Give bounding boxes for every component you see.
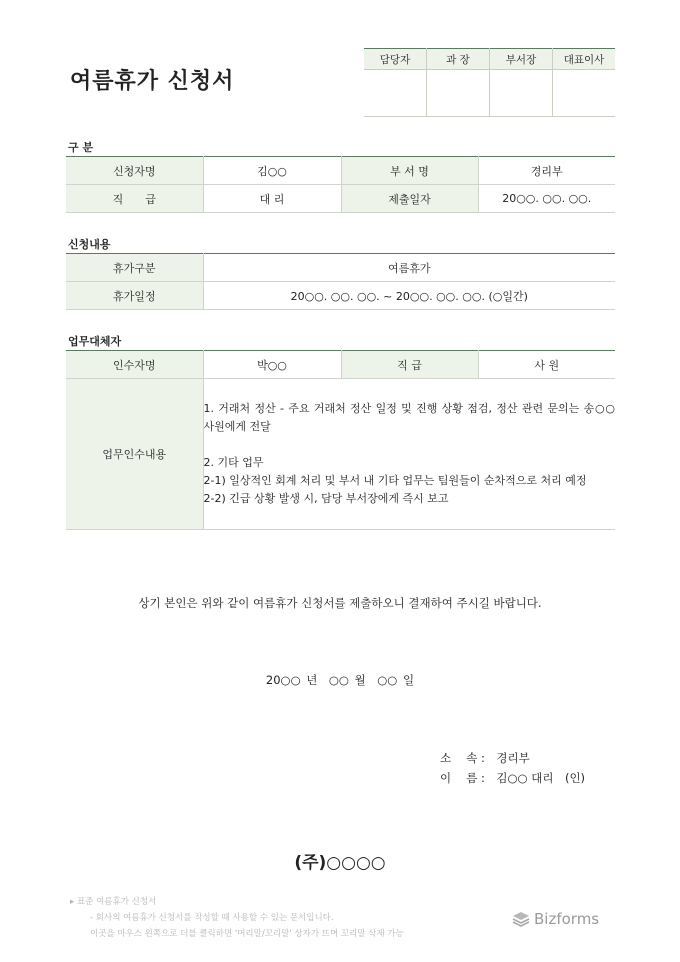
label-handover-content: 업무인수내용	[66, 379, 203, 530]
value-department[interactable]: 경리부	[478, 157, 615, 185]
bizforms-icon	[512, 911, 530, 927]
brand-name: Bizforms	[534, 910, 600, 928]
request-table	[66, 253, 615, 310]
approval-sign-cell[interactable]	[364, 70, 427, 117]
value-applicant-name[interactable]: 김○○	[203, 157, 341, 185]
company-name: (주)○○○○	[294, 853, 386, 873]
section-title-substitute: 업무대체자	[68, 335, 122, 348]
approval-box	[364, 48, 615, 117]
label-leave-type: 휴가구분	[66, 254, 203, 282]
section-title-category: 구 분	[68, 141, 94, 154]
signature-affiliation: 소 속 : 경리부	[440, 751, 530, 765]
value-handover-content[interactable]	[203, 379, 615, 530]
approval-header-staff: 담당자	[364, 49, 427, 70]
label-department: 부 서 명	[341, 157, 478, 185]
footer-title: ▸ 표준 여름휴가 신청서	[70, 897, 157, 907]
label-leave-schedule: 휴가일정	[66, 282, 203, 310]
handover-line: 2. 기타 업무	[203, 456, 264, 469]
statement-text: 상기 본인은 위와 같이 여름휴가 신청서를 제출하오니 결재하여 주시길 바랍니다.	[138, 596, 542, 610]
handover-line: 2-1) 일상적인 회계 처리 및 부서 내 기타 업무는 팀원들이 순차적으로 처리 예정	[203, 474, 587, 487]
value-submit-date[interactable]: 20○○. ○○. ○○.	[478, 185, 615, 213]
handover-line	[204, 436, 616, 454]
footer-hint: 이곳을 마우스 왼쪽으로 더블 클릭하면 '머리말/꼬리말' 상자가 뜨며 꼬리말 삭제 가능	[90, 929, 404, 939]
signature-name: 이 름 : 김○○ 대리 (인)	[440, 771, 586, 785]
section-title-request: 신청내용	[68, 238, 111, 251]
handover-line: 2-2) 긴급 상황 발생 시, 담당 부서장에게 즉시 보고	[203, 492, 449, 505]
approval-header-ceo: 대표이사	[553, 49, 616, 70]
value-position[interactable]: 대 리	[203, 185, 341, 213]
approval-header-dept-head: 부서장	[490, 49, 553, 70]
footer-description: - 회사의 여름휴가 신청서를 작성할 때 사용할 수 있는 문서입니다.	[90, 913, 334, 923]
approval-sign-cell[interactable]	[553, 70, 616, 117]
label-substitute-position: 직 급	[341, 351, 478, 379]
handover-line: 1. 거래처 정산 - 주요 거래처 정산 일정 및 진행 상황 점검, 정산 관련 문의는 송○○ 사원에게 전달	[203, 402, 615, 433]
approval-sign-cell[interactable]	[490, 70, 553, 117]
date-line: 20○○ 년 ○○ 월 ○○ 일	[265, 673, 415, 687]
label-position: 직 급	[66, 185, 203, 213]
label-substitute-name: 인수자명	[66, 351, 203, 379]
approval-header-manager: 과 장	[427, 49, 490, 70]
value-substitute-name[interactable]: 박○○	[203, 351, 341, 379]
applicant-table	[66, 156, 615, 213]
label-submit-date: 제출일자	[341, 185, 478, 213]
brand-logo	[512, 910, 599, 928]
value-leave-schedule[interactable]: 20○○. ○○. ○○. ~ 20○○. ○○. ○○. (○일간)	[203, 282, 615, 310]
document-title: 여름휴가 신청서	[70, 69, 235, 94]
value-substitute-position[interactable]: 사 원	[478, 351, 615, 379]
label-applicant-name: 신청자명	[66, 157, 203, 185]
substitute-table	[66, 350, 615, 530]
approval-sign-cell[interactable]	[427, 70, 490, 117]
value-leave-type[interactable]: 여름휴가	[203, 254, 615, 282]
